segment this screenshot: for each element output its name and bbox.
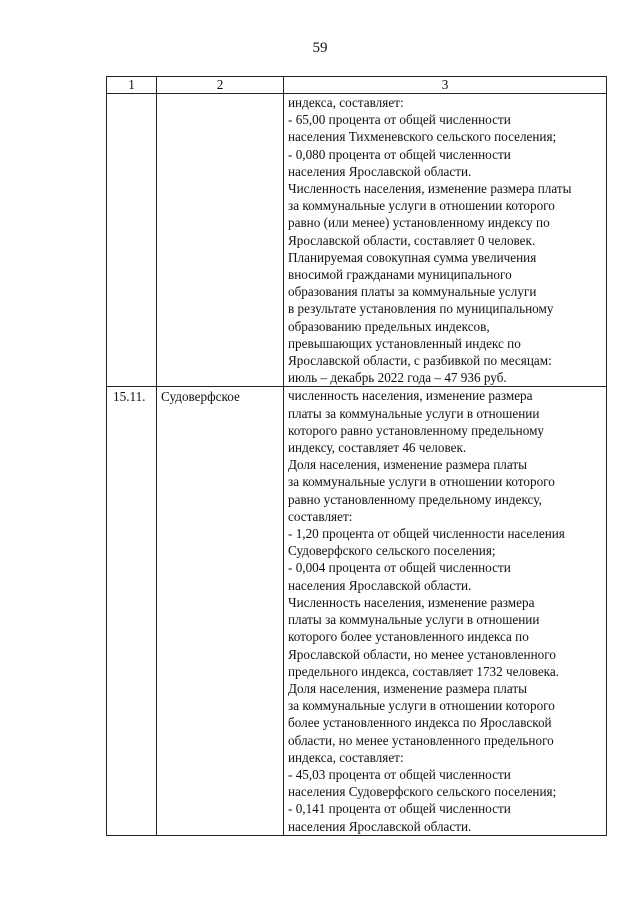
table-row	[107, 387, 607, 835]
description-cell	[284, 387, 607, 835]
description-line: платы за коммунальные услуги в отношении	[288, 612, 540, 628]
description-line: за коммунальные услуги в отношении которого	[288, 474, 555, 490]
description-line: - 0,080 процента от общей численности	[288, 146, 511, 162]
description-line: предельного индекса, составляет 1732 человека.	[288, 663, 560, 679]
table-row	[107, 94, 607, 387]
description-line: численность населения, изменение размера	[288, 388, 533, 404]
description-line: населения Ярославской области.	[288, 577, 472, 593]
description-line: индексу, составляет 46 человек.	[288, 440, 467, 456]
description-line: - 1,20 процента от общей численности населения	[288, 526, 565, 542]
description-line: Ярославской области, но менее установленного	[288, 646, 556, 662]
description-line: равно установленному предельному индексу,	[288, 491, 542, 507]
description-line: июль – декабрь 2022 года – 47 936 руб.	[288, 370, 507, 386]
description-line: населения Ярославской области.	[288, 818, 472, 834]
settlement-name-cell: Судоверфское	[157, 387, 284, 835]
description-line: области, но менее установленного предельного	[288, 732, 554, 748]
row-number-cell: 15.11.	[107, 387, 157, 835]
description-line: Доля населения, изменение размера платы	[288, 457, 527, 473]
description-line: превышающих установленный индекс по	[288, 335, 521, 351]
description-line: индекса, составляет:	[288, 749, 404, 765]
description-line: Планируемая совокупная сумма увеличения	[288, 249, 537, 265]
description-line: образованию предельных индексов,	[288, 318, 490, 334]
description-line: Ярославской области, составляет 0 человек.	[288, 232, 536, 248]
description-line: за коммунальные услуги в отношении которого	[288, 198, 555, 214]
page-number: 59	[312, 40, 328, 56]
description-line: населения Тихменевского сельского поселения;	[288, 129, 557, 145]
description-line: Численность населения, изменение размера платы	[288, 181, 572, 197]
description-line: - 0,141 процента от общей численности	[288, 801, 511, 817]
description-cell	[284, 94, 607, 387]
description-line: составляет:	[288, 508, 353, 524]
description-line: Численность населения, изменение размера	[288, 594, 535, 610]
row-number-cell	[107, 94, 157, 387]
description-line: которого равно установленному предельному	[288, 422, 545, 438]
table-header-row	[107, 77, 607, 94]
settlement-name-cell	[157, 94, 284, 387]
description-line: - 45,03 процента от общей численности	[288, 766, 511, 782]
description-line: платы за коммунальные услуги в отношении	[288, 405, 540, 421]
description-line: Доля населения, изменение размера платы	[288, 680, 527, 696]
description-line: - 0,004 процента от общей численности	[288, 560, 511, 576]
description-line: индекса, составляет:	[288, 95, 404, 110]
description-line: более установленного индекса по Ярославской	[288, 715, 552, 731]
column-header-1: 1	[107, 77, 157, 94]
description-line: населения Судоверфского сельского поселения;	[288, 784, 557, 800]
description-line: населения Ярославской области.	[288, 163, 472, 179]
description-line: образования платы за коммунальные услуги	[288, 284, 537, 300]
column-header-3: 3	[284, 77, 607, 94]
document-table	[106, 76, 607, 836]
description-line: Ярославской области, с разбивкой по месяцам:	[288, 353, 552, 369]
description-line: в результате установления по муниципальному	[288, 301, 554, 317]
description-line: которого более установленного индекса по	[288, 629, 529, 645]
description-line: за коммунальные услуги в отношении которого	[288, 698, 555, 714]
column-header-2: 2	[157, 77, 284, 94]
description-line: вносимой гражданами муниципального	[288, 267, 512, 283]
description-line: равно (или менее) установленному индексу по	[288, 215, 550, 231]
description-line: - 65,00 процента от общей численности	[288, 112, 511, 128]
description-line: Судоверфского сельского поселения;	[288, 543, 496, 559]
